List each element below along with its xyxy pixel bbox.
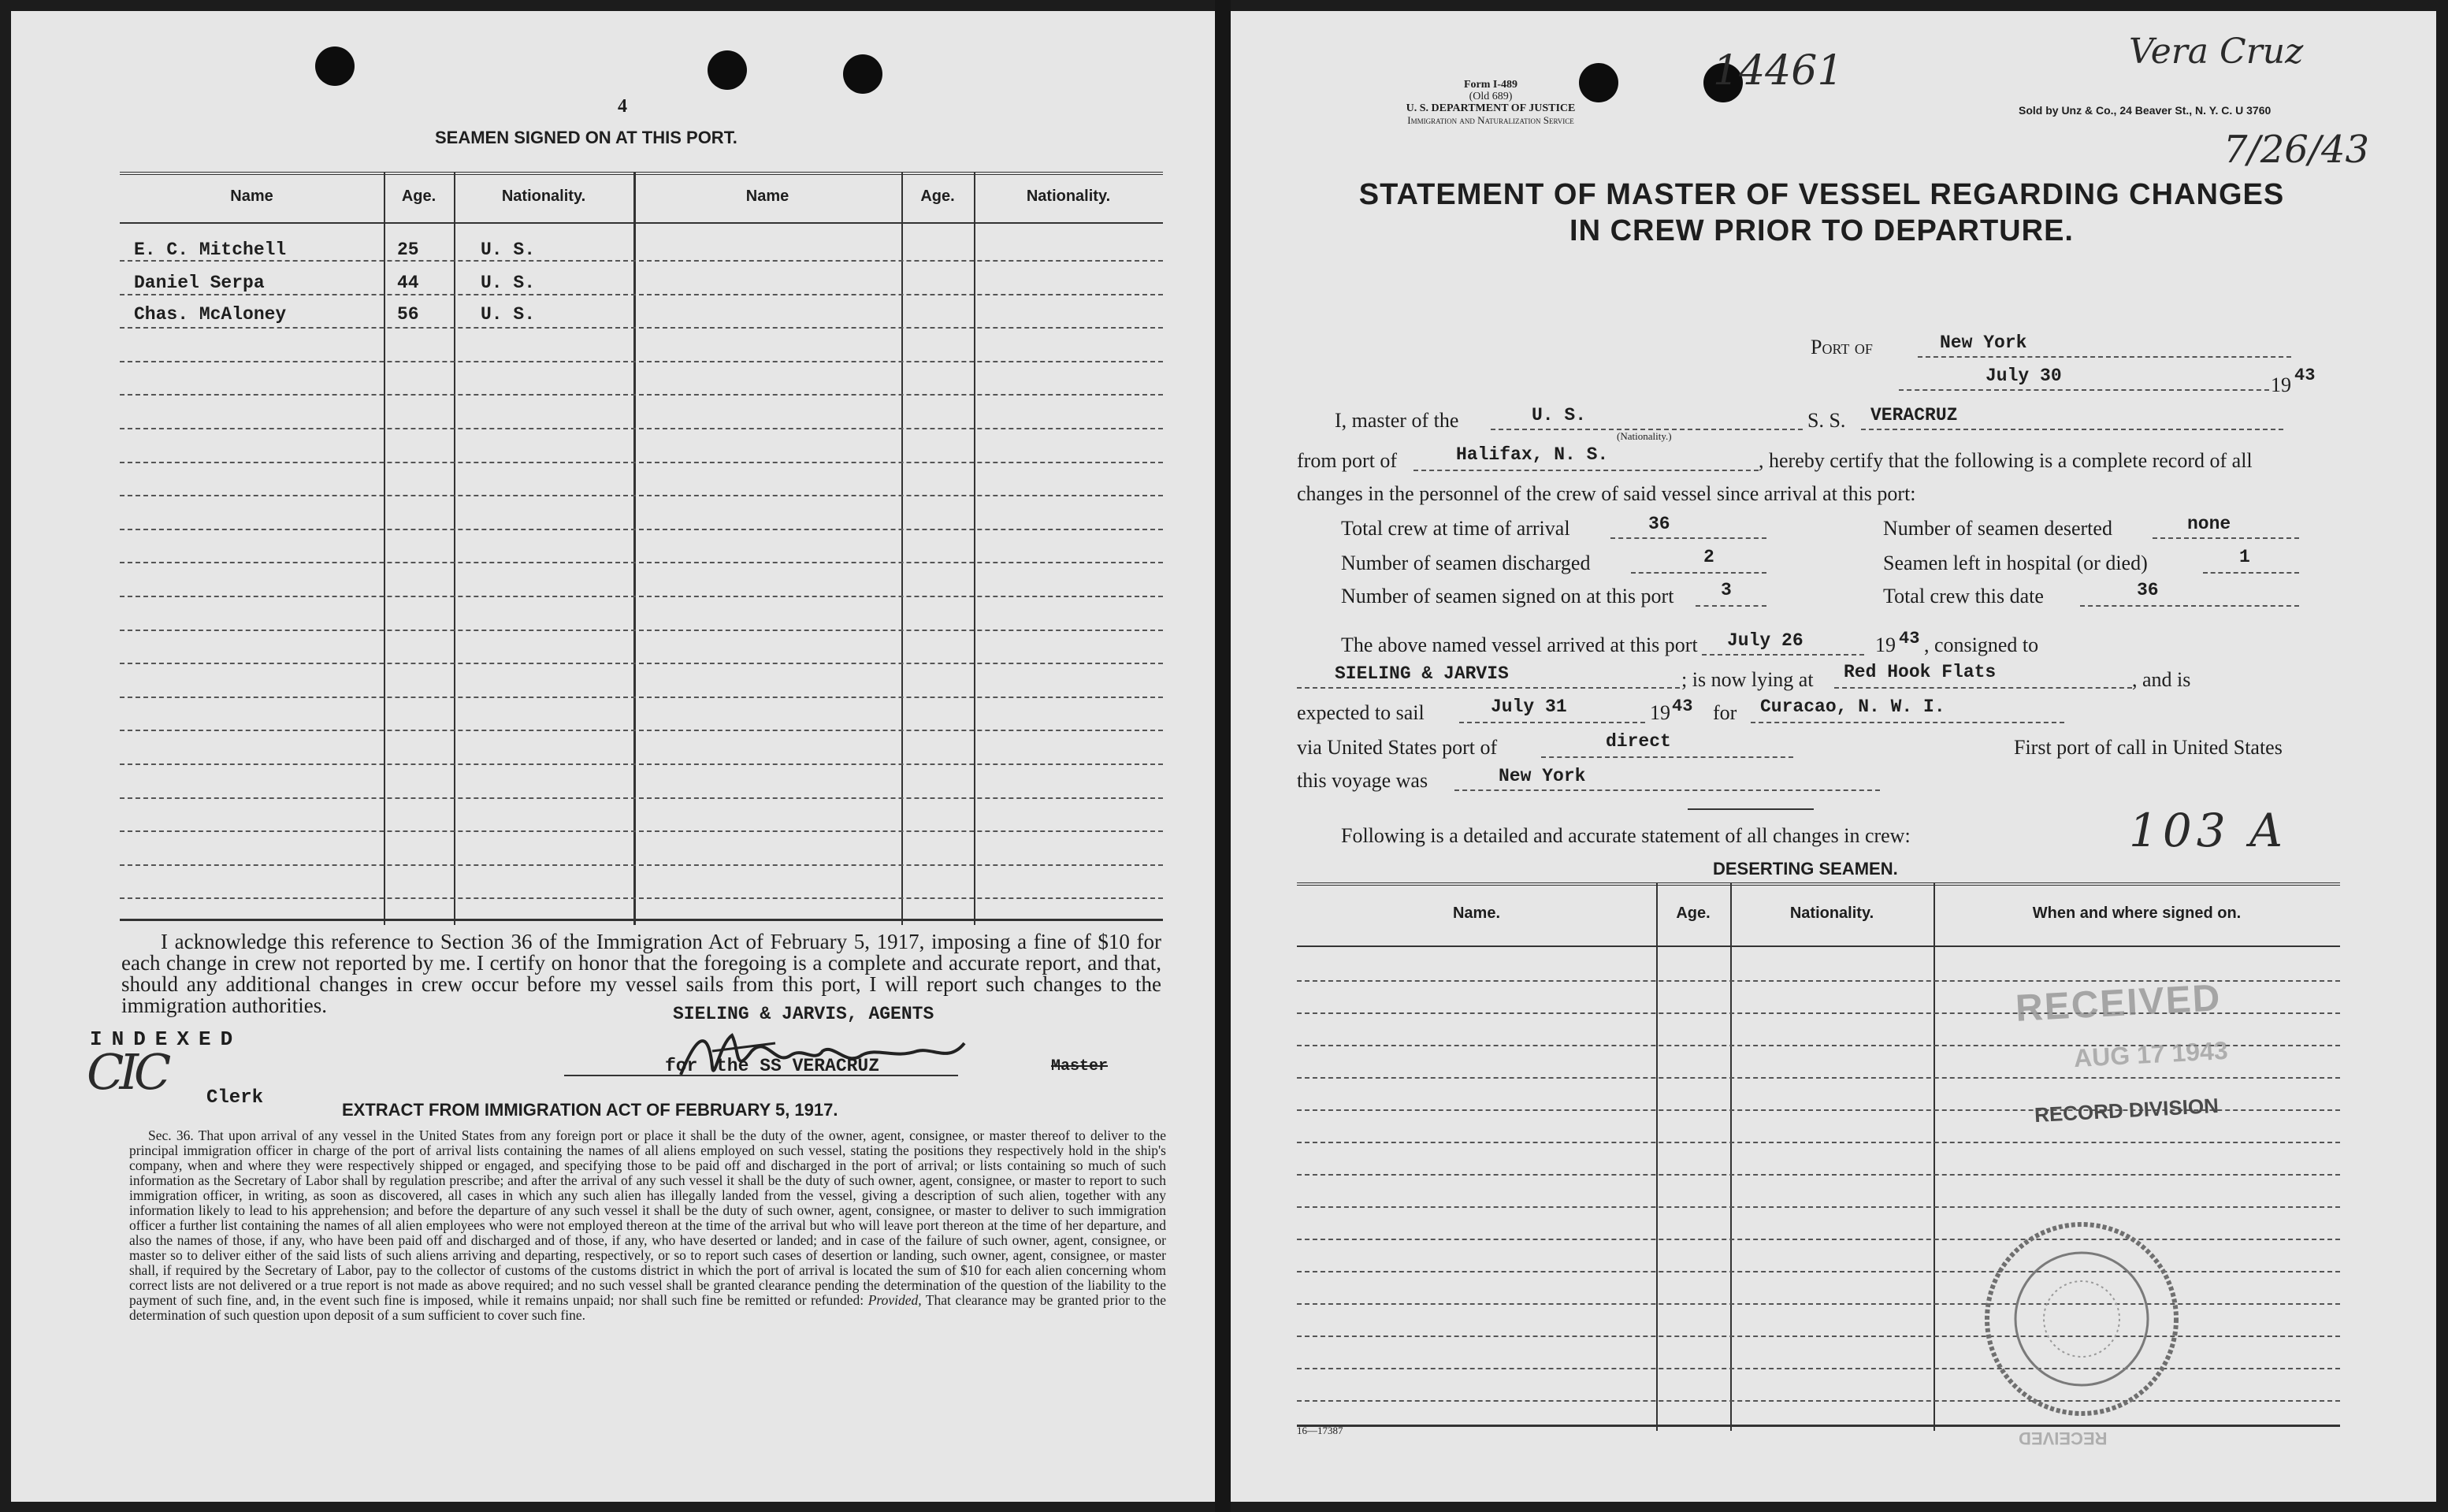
- row-divider: [120, 462, 1163, 463]
- received-stamp: RECEIVED: [2014, 977, 2223, 1030]
- port-line: [1918, 356, 2291, 358]
- for-label: for: [665, 1056, 698, 1076]
- total-arrival-label: Total crew at time of arrival: [1341, 517, 1570, 540]
- changes-text: changes in the personnel of the crew of said vessel since arrival at this port:: [1297, 482, 1916, 505]
- via-label: via United States port of: [1297, 736, 1498, 759]
- punch-hole: [708, 50, 747, 90]
- column-header: Nationality.: [501, 188, 586, 205]
- vessel-line: [1861, 429, 2283, 430]
- consigned-label: , consigned to: [1924, 633, 2039, 656]
- following-text: Following is a detailed and accurate statement of all changes in crew:: [1341, 824, 1911, 847]
- lying-line: [1834, 687, 2132, 689]
- record-division-stamp: RECORD DIVISION: [2034, 1093, 2220, 1127]
- seaman-nationality: U. S.: [481, 240, 536, 260]
- seaman-name: E. C. Mitchell: [134, 240, 287, 260]
- from-port-line: [1413, 470, 1759, 471]
- column-header: Nationality.: [1789, 905, 1874, 922]
- round-seal-stamp: [1971, 1209, 2192, 1429]
- vessel-value: VERACRUZ: [1870, 405, 1958, 425]
- sail-year: 43: [1672, 697, 1693, 716]
- destination-value: Curacao, N. W. I.: [1760, 697, 1945, 717]
- lying-value: Red Hook Flats: [1844, 662, 1997, 682]
- table-title: SEAMEN SIGNED ON AT THIS PORT.: [435, 128, 737, 147]
- row-divider: [120, 897, 1163, 899]
- row-divider: [120, 428, 1163, 429]
- column-header: Nationality.: [1026, 188, 1111, 205]
- row-divider: [120, 630, 1163, 631]
- handwritten-date: 7/26/43: [2223, 128, 2370, 172]
- certify-text: , hereby certify that the following is a complete record of all: [1759, 449, 2253, 472]
- first-port-value: New York: [1499, 766, 1586, 786]
- agents-line: SIELING & JARVIS, AGENTS: [673, 1004, 934, 1024]
- footer-code: 16—17387: [1297, 1425, 1343, 1436]
- indexed-stamp: INDEXED: [90, 1027, 243, 1051]
- column-header: Name: [745, 188, 789, 205]
- form-header: [1325, 79, 1656, 126]
- row-divider: [120, 260, 1163, 262]
- row-divider: [120, 529, 1163, 530]
- signed-on-line: [1696, 605, 1766, 607]
- date-line: [1899, 389, 2269, 391]
- column-header: When and where signed on.: [2032, 905, 2242, 922]
- deserted-value: none: [2187, 514, 2231, 534]
- section-36-text: [129, 1128, 1166, 1323]
- department: U. S. DEPARTMENT OF JUSTICE: [1406, 102, 1576, 114]
- hospital-label: Seamen left in hospital (or died): [1883, 552, 2148, 574]
- hospital-line: [2203, 572, 2299, 574]
- row-divider: [120, 294, 1163, 295]
- column-header: Age.: [1676, 905, 1711, 922]
- master-struck: Master: [1051, 1057, 1109, 1075]
- first-port-line: [1454, 789, 1880, 791]
- service: Immigration and Naturalization Service: [1407, 114, 1574, 126]
- sail-year-prefix: 19: [1650, 701, 1670, 724]
- total-arrival-line: [1610, 537, 1766, 539]
- handwritten-number: 103 A: [2129, 804, 2288, 857]
- seaman-nationality: U. S.: [481, 304, 536, 325]
- deserting-title: DESERTING SEAMEN.: [1713, 859, 1898, 879]
- and-is: , and is: [2132, 668, 2191, 691]
- row-divider: [120, 864, 1163, 866]
- handwritten-vessel-name: Vera Cruz: [2129, 32, 2304, 72]
- row-divider: [120, 697, 1163, 698]
- date-value: July 30: [1986, 366, 2062, 386]
- column-header: Age.: [401, 188, 436, 205]
- from-port-value: Halifax, N. S.: [1456, 444, 1609, 465]
- signature: [665, 1020, 996, 1090]
- clerk-label: Clerk: [206, 1087, 264, 1109]
- section-label: Sec. 36.: [148, 1127, 194, 1143]
- arrived-year-prefix: 19: [1875, 633, 1896, 656]
- arrived-value: July 26: [1727, 630, 1803, 651]
- handwritten-file-number: 14461: [1713, 47, 1844, 95]
- total-arrival-value: 36: [1648, 514, 1670, 534]
- lying-label: ; is now lying at: [1681, 668, 1814, 691]
- deserted-line: [2153, 537, 2299, 539]
- total-date-line: [2080, 605, 2299, 607]
- seaman-name: Daniel Serpa: [134, 273, 265, 293]
- total-date-value: 36: [2137, 580, 2159, 600]
- punch-hole: [843, 54, 882, 94]
- master-label: I, master of the: [1335, 409, 1459, 432]
- consignee-line: [1297, 687, 1680, 689]
- discharged-value: 2: [1703, 547, 1714, 567]
- punch-hole: [315, 46, 355, 86]
- title-line-2: IN CREW PRIOR TO DEPARTURE.: [1569, 214, 2074, 247]
- via-line: [1541, 756, 1793, 758]
- page-gutter: [1215, 0, 1231, 1512]
- section-body: That upon arrival of any vessel in the United States from any foreign port or place it shall be the duty of the owner, agent, consignee, or master thereof to deliver to the principal immigration officer in charge of the port of arrival lists containing the names of all aliens employed on such vessel, stating the positions they respectively hold in the ship's company, when and where they were respectively shipped or engaged, and specifying those to be paid off and discharged in the port of arrival; or lists containing so much of such information as the Secretary of Labor shall by regulation prescribe; and after the arrival of any such vessel it shall be the duty of such owner, agent, consignee, or master to report to such immigration officer, in writing, as soon as discovered, all cases in which any such alien has illegally landed from the vessel, giving a description of such alien, together with any information likely to lead to his apprehension; and before the departure of any such vessel it shall be the duty of such owner, agent, consignee, or master to deliver to such immigration officer a further list containing the names of all alien employees who were not employed thereon at the time of the arrival but who will leave port thereon at the time of her departure, and also the names of those, if any, who have been paid off and discharged and of those, if any, who have deserted or landed; and in case of the failure of such owner, agent, consignee, or master so to deliver either of the said lists of such aliens arriving and departing, respectively, or so to report such cases of desertion or landing, such owner, agent, consignee, or master shall, if required by the Secretary of Labor, pay to the collector of customs of the customs district in which the port of arrival is located the sum of $10 for each alien concerning whom correct lists are not delivered or a true report is not made as above required; and no such vessel shall be granted clearance pending the determination of the question of the liability to the payment of such fine, and, in the event such fine is imposed, while it remains unpaid; nor shall such fine be remitted or refunded:: [129, 1127, 1166, 1308]
- column-header: Name.: [1452, 905, 1501, 922]
- column-header: Name: [230, 188, 273, 205]
- left-page: [11, 11, 1215, 1502]
- voyage-label: this voyage was: [1297, 769, 1428, 792]
- signed-on-value: 3: [1721, 580, 1732, 600]
- nationality-value: U. S.: [1532, 405, 1587, 425]
- row-divider: [1297, 1206, 2340, 1208]
- first-port-label: First port of call in United States: [2014, 736, 2283, 759]
- via-value: direct: [1606, 731, 1671, 752]
- provided-label: Provided,: [867, 1292, 922, 1308]
- destination-line: [1751, 722, 2064, 723]
- row-divider: [120, 797, 1163, 799]
- for-label: for: [1713, 701, 1737, 724]
- seaman-age: 25: [397, 240, 419, 260]
- sail-date-line: [1459, 722, 1645, 723]
- row-divider: [1297, 1174, 2340, 1176]
- sold-by: Sold by Unz & Co., 24 Beaver St., N. Y. C. U 3760: [2019, 104, 2272, 117]
- row-divider: [1297, 1077, 2340, 1079]
- port-value: New York: [1940, 332, 2027, 353]
- arrived-year: 43: [1899, 629, 1920, 648]
- received-stamp-date: AUG 17 1943: [2073, 1035, 2229, 1073]
- expected-label: expected to sail: [1297, 701, 1425, 724]
- row-divider: [1297, 1142, 2340, 1143]
- year-value: 43: [2294, 366, 2316, 385]
- form-old-number: (Old 689): [1469, 91, 1513, 102]
- row-divider: [120, 596, 1163, 597]
- mirrored-received: RECEIVED: [2019, 1428, 2108, 1448]
- from-port-label: from port of: [1297, 449, 1398, 472]
- section-tail: That clearance may be granted prior to the determination of such question upon deposit of a sum sufficient to cover such fine.: [129, 1292, 1167, 1323]
- deserted-label: Number of seamen deserted: [1883, 517, 2112, 540]
- signed-on-label: Number of seamen signed on at this port: [1341, 585, 1674, 607]
- row-divider: [120, 763, 1163, 765]
- clerk-initials: CIC: [87, 1043, 167, 1101]
- arrived-line: [1702, 654, 1864, 656]
- seaman-age: 44: [397, 273, 419, 293]
- seamen-signed-on-table: [120, 172, 1163, 925]
- separator: [1688, 808, 1814, 810]
- row-divider: [120, 562, 1163, 563]
- port-label: Port of: [1811, 336, 1873, 358]
- seaman-nationality: U. S.: [481, 273, 536, 293]
- year-prefix: 19: [2271, 373, 2291, 396]
- column-header: Age.: [920, 188, 955, 205]
- form-title: [1294, 176, 2350, 249]
- row-divider: [120, 327, 1163, 329]
- acknowledgment-text: I acknowledge this reference to Section 36 of the Immigration Act of February 5, 1917, imposing a fine of $10 for each change in crew not reported by me. I certify on honor that the foregoing is a complete and accurate report, and that, should any additional changes in crew occur before my vessel sails from this port, I will report such changes to the immigration authorities.: [121, 930, 1161, 1017]
- row-divider: [120, 730, 1163, 731]
- row-divider: [120, 830, 1163, 832]
- sail-date-value: July 31: [1491, 697, 1567, 717]
- total-date-label: Total crew this date: [1883, 585, 2044, 607]
- row-divider: [120, 394, 1163, 396]
- row-divider: [120, 495, 1163, 496]
- row-divider: [120, 361, 1163, 362]
- title-line-1: STATEMENT OF MASTER OF VESSEL REGARDING CHANGES: [1358, 178, 2285, 211]
- ship-line: the SS VERACRUZ: [716, 1056, 880, 1076]
- discharged-label: Number of seamen discharged: [1341, 552, 1591, 574]
- right-page: [1231, 11, 2436, 1502]
- seaman-name: Chas. McAloney: [134, 304, 287, 325]
- form-number: Form I-489: [1463, 79, 1518, 91]
- ss-label: S. S.: [1807, 409, 1846, 432]
- page-number: 4: [618, 96, 627, 117]
- hospital-value: 1: [2239, 547, 2250, 567]
- nationality-caption: (Nationality.): [1617, 430, 1672, 442]
- arrived-label: The above named vessel arrived at this port: [1341, 633, 1698, 656]
- discharged-line: [1631, 572, 1766, 574]
- consignee-value: SIELING & JARVIS: [1335, 663, 1509, 684]
- row-divider: [120, 663, 1163, 664]
- extract-title: EXTRACT FROM IMMIGRATION ACT OF FEBRUARY 5, 1917.: [342, 1100, 838, 1120]
- seaman-age: 56: [397, 304, 419, 325]
